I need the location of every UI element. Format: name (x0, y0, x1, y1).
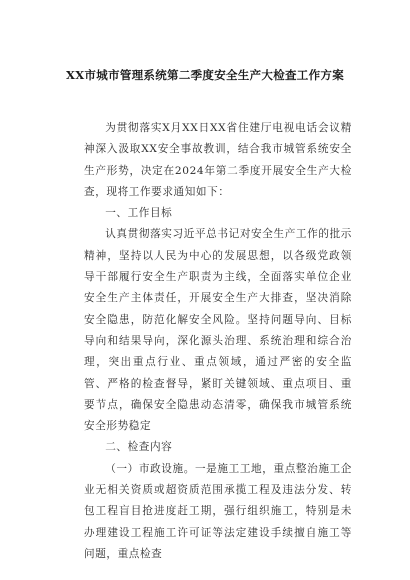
intro-paragraph: 为贯彻落实X月XX日XX省住建厅电视电话会议精神深入汲取XX安全事故教训，结合我市城管系统安全生产形势，决定在2024年第二季度开展安全生产大检查，现将工作要求通知如下： (84, 122, 352, 198)
section-heading-goals: 一、工作目标 (105, 207, 173, 220)
goals-paragraph: 认真贯彻落实习近平总书记对安全生产工作的批示精神，坚持以人民为中心的发展思想，以各级党政领导干部履行安全生产职责为主线，全面落实单位企业安全生产主体责任，开展安全生产大排查，坚决消除安全隐患，防范化解安全风险。坚持问题导向、目标导向和结果导向，深化源头治理、系统治理和综合治理，突出重点行业、重点领域，通过严密的安全监管、严格的检查督导，紧盯关键领域、重点项目、重要节点，确保安全隐患动态清零，确保我市城管系统安全形势稳定 (84, 228, 352, 433)
document-body (84, 118, 352, 565)
section-heading-content: 二、检查内容 (105, 441, 173, 454)
document-title: XX市城市管理系统第二季度安全生产大检查工作方案 (65, 68, 345, 82)
content-item-municipal: （一）市政设施。一是施工工地，重点整治施工企业无相关资质或超资质范围承揽工程及违法分发、转包工程盲目抢进度赶工期，强行组织施工，特别是未办理建设工程施工许可证等法定建设手续擅自施工等问题，重点检查 (84, 462, 352, 560)
